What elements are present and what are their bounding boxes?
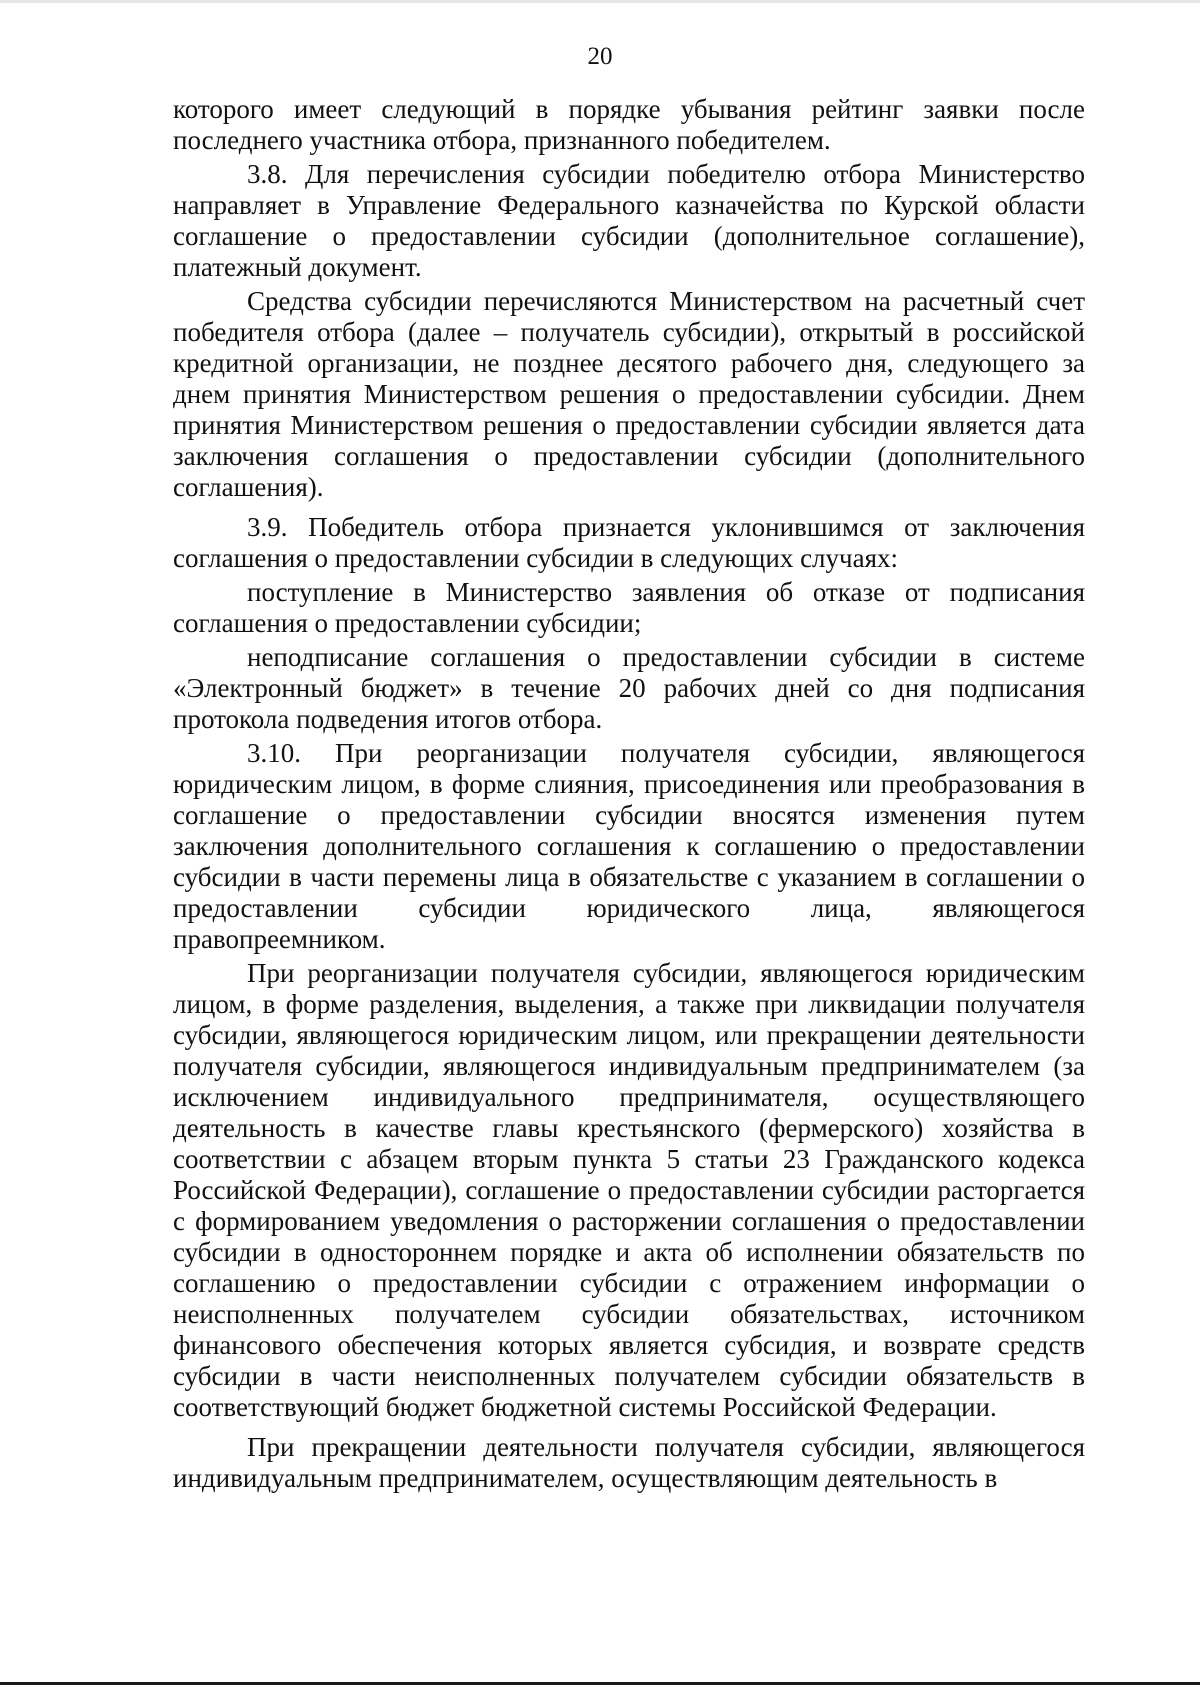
scan-bottom-edge [0, 1682, 1200, 1703]
paragraph-3-8: 3.8. Для перечисления субсидии победителю отбора Министерство направляет в Управление Федерального казначейства по Курской области соглашение о предоставлении субсидии (дополнительное соглашение), платежный документ. [173, 159, 1085, 282]
paragraph-funds-transfer: Средства субсидии перечисляются Министерством на расчетный счет победителя отбора (далее – получатель субсидии), открытый в российской кредитной организации, не позднее десятого рабочего дня, следующего за днем принятия Министерством решения о предоставлении субсидии. Днем принятия Министерством решения о предоставлении субсидии является дата заключения соглашения о предоставлении субсидии (дополнительного соглашения). [173, 286, 1085, 502]
page-number: 20 [587, 43, 613, 70]
paragraph-unsigned-case: неподписание соглашения о предоставлении субсидии в системе «Электронный бюджет» в течение 20 рабочих дней со дня подписания протокола подведения итогов отбора. [173, 642, 1085, 734]
paragraph-refusal-case: поступление в Министерство заявления об отказе от подписания соглашения о предоставлении субсидии; [173, 577, 1085, 638]
document-body [173, 94, 1085, 1497]
paragraph-3-9: 3.9. Победитель отбора признается уклонившимся от заключения соглашения о предоставлении субсидии в следующих случаях: [173, 512, 1085, 573]
paragraph-3-10: 3.10. При реорганизации получателя субсидии, являющегося юридическим лицом, в форме слияния, присоединения или преобразования в соглашение о предоставлении субсидии вносятся изменения путем заключения дополнительного соглашения к соглашению о предоставлении субсидии в части перемены лица в обязательстве с указанием в соглашении о предоставлении субсидии юридического лица, являющегося правопреемником. [173, 738, 1085, 954]
paragraph-continuation: которого имеет следующий в порядке убывания рейтинг заявки после последнего участника отбора, признанного победителем. [173, 94, 1085, 155]
paragraph-termination: При прекращении деятельности получателя субсидии, являющегося индивидуальным предпринимателем, осуществляющим деятельность в [173, 1432, 1085, 1493]
paragraph-reorganization: При реорганизации получателя субсидии, являющегося юридическим лицом, в форме разделения, выделения, а также при ликвидации получателя субсидии, являющегося юридическим лицом, или прекращении деятельности получателя субсидии, являющегося индивидуальным предпринимателем (за исключением индивидуального предпринимателя, осуществляющего деятельность в качестве главы крестьянского (фермерского) хозяйства в соответствии с абзацем вторым пункта 5 статьи 23 Гражданского кодекса Российской Федерации), соглашение о предоставлении субсидии расторгается с формированием уведомления о расторжении соглашения о предоставлении субсидии в одностороннем порядке и акта об исполнении обязательств по соглашению о предоставлении субсидии с отражением информации о неисполненных получателем субсидии обязательствах, источником финансового обеспечения которых является субсидия, и возврате средств субсидии в части неисполненных получателем субсидии обязательств в соответствующий бюджет бюджетной системы Российской Федерации. [173, 958, 1085, 1422]
